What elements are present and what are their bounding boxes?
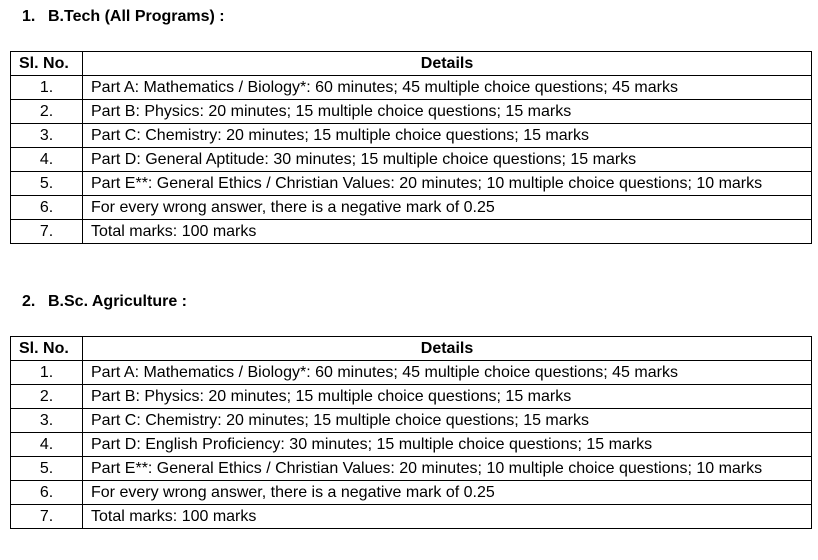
row-sl: 7. <box>11 220 83 244</box>
section-title: B.Sc. Agriculture : <box>48 293 187 310</box>
table-row <box>11 433 812 457</box>
table-header-row <box>11 337 812 361</box>
row-details: Part B: Physics: 20 minutes; 15 multiple choice questions; 15 marks <box>83 385 812 409</box>
table-row <box>11 220 812 244</box>
row-sl: 4. <box>11 148 83 172</box>
table-row <box>11 457 812 481</box>
row-sl: 7. <box>11 505 83 529</box>
row-details: For every wrong answer, there is a negative mark of 0.25 <box>83 481 812 505</box>
row-details: Part A: Mathematics / Biology*: 60 minutes; 45 multiple choice questions; 45 marks <box>83 361 812 385</box>
section-heading-bsc-agriculture <box>22 292 187 312</box>
row-details: Part B: Physics: 20 minutes; 15 multiple choice questions; 15 marks <box>83 100 812 124</box>
header-details: Details <box>83 52 812 76</box>
section-number: 2. <box>22 293 36 310</box>
btech-table <box>10 51 812 244</box>
table-row <box>11 385 812 409</box>
row-details: Part D: English Proficiency: 30 minutes; 15 multiple choice questions; 15 marks <box>83 433 812 457</box>
table-row <box>11 172 812 196</box>
table-row <box>11 100 812 124</box>
row-details: Part C: Chemistry: 20 minutes; 15 multiple choice questions; 15 marks <box>83 124 812 148</box>
row-sl: 6. <box>11 196 83 220</box>
row-details: Total marks: 100 marks <box>83 505 812 529</box>
row-sl: 3. <box>11 124 83 148</box>
section-heading-btech <box>22 7 225 27</box>
row-sl: 2. <box>11 100 83 124</box>
row-sl: 5. <box>11 172 83 196</box>
row-details: For every wrong answer, there is a negative mark of 0.25 <box>83 196 812 220</box>
section-number: 1. <box>22 8 36 25</box>
row-details: Part E**: General Ethics / Christian Values: 20 minutes; 10 multiple choice questions; 10 marks <box>83 457 812 481</box>
section-title: B.Tech (All Programs) : <box>48 8 225 25</box>
header-details: Details <box>83 337 812 361</box>
table-row <box>11 196 812 220</box>
row-sl: 5. <box>11 457 83 481</box>
row-details: Total marks: 100 marks <box>83 220 812 244</box>
table-row <box>11 409 812 433</box>
table-row <box>11 361 812 385</box>
table-row <box>11 76 812 100</box>
row-details: Part C: Chemistry: 20 minutes; 15 multiple choice questions; 15 marks <box>83 409 812 433</box>
row-sl: 1. <box>11 76 83 100</box>
header-sl-no: Sl. No. <box>11 337 83 361</box>
row-sl: 3. <box>11 409 83 433</box>
row-sl: 2. <box>11 385 83 409</box>
bsc-agriculture-table <box>10 336 812 529</box>
row-sl: 6. <box>11 481 83 505</box>
row-sl: 1. <box>11 361 83 385</box>
table-row <box>11 505 812 529</box>
row-details: Part E**: General Ethics / Christian Values: 20 minutes; 10 multiple choice questions; 10 marks <box>83 172 812 196</box>
row-sl: 4. <box>11 433 83 457</box>
row-details: Part A: Mathematics / Biology*: 60 minutes; 45 multiple choice questions; 45 marks <box>83 76 812 100</box>
table-row <box>11 481 812 505</box>
row-details: Part D: General Aptitude: 30 minutes; 15 multiple choice questions; 15 marks <box>83 148 812 172</box>
table-header-row <box>11 52 812 76</box>
table-row <box>11 148 812 172</box>
table-row <box>11 124 812 148</box>
header-sl-no: Sl. No. <box>11 52 83 76</box>
